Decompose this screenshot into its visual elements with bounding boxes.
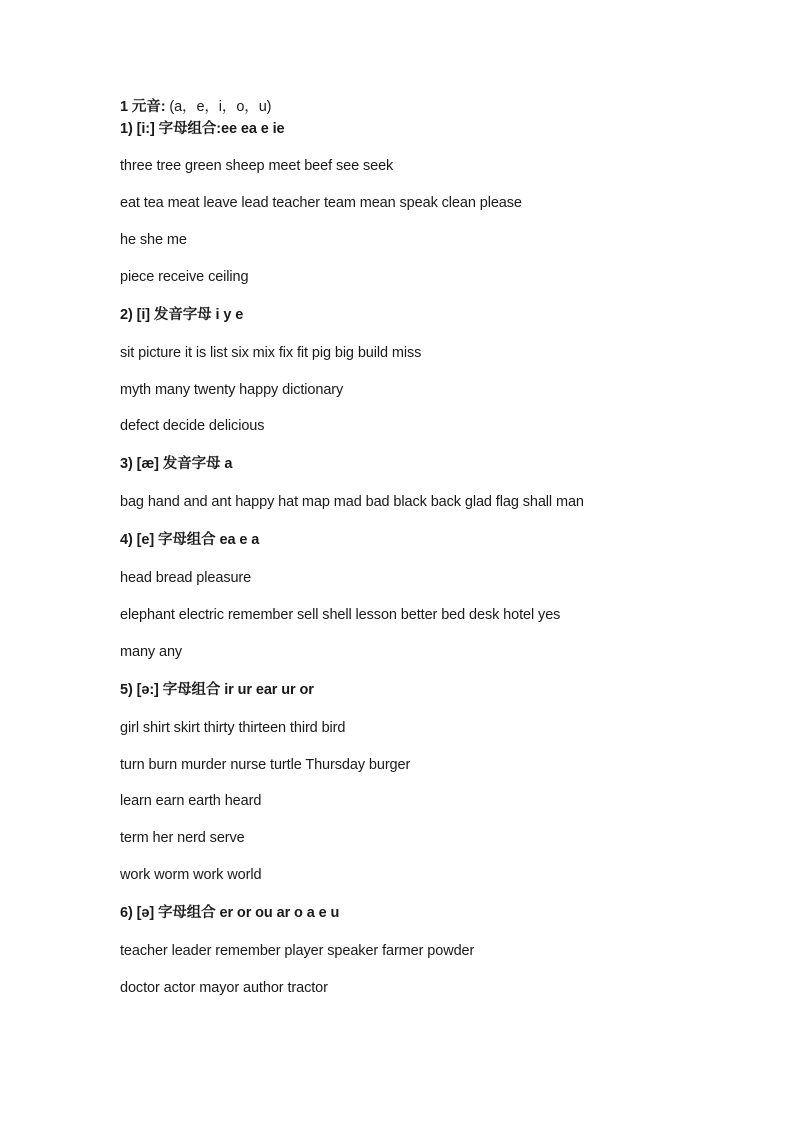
word-line: term her nerd serve	[120, 830, 245, 846]
section-heading-2: 2) [i] 发音字母 i y e	[120, 307, 244, 323]
word-line: doctor actor mayor author tractor	[120, 980, 328, 996]
word-line: elephant electric remember sell shell lesson better bed desk hotel yes	[120, 607, 561, 623]
document-title-vowels: (a，e，i，o，u)	[165, 99, 272, 115]
word-line: bag hand and ant happy hat map mad bad black back glad flag shall man	[120, 494, 584, 510]
word-line: many any	[120, 644, 183, 660]
section-heading-4: 4) [e] 字母组合 ea e a	[120, 532, 260, 548]
word-line: eat tea meat leave lead teacher team mean speak clean please	[120, 195, 522, 211]
section-heading-6: 6) [ə] 字母组合 er or ou ar o a e u	[120, 905, 340, 921]
word-line: myth many twenty happy dictionary	[120, 382, 344, 398]
word-line: teacher leader remember player speaker farmer powder	[120, 943, 475, 959]
document-title	[120, 98, 271, 116]
word-line: piece receive ceiling	[120, 269, 249, 285]
word-line: sit picture it is list six mix fix fit pig big build miss	[120, 345, 422, 361]
section-heading-5: 5) [ə:] 字母组合 ir ur ear ur or	[120, 682, 314, 698]
section-heading-3: 3) [æ] 发音字母 a	[120, 456, 233, 472]
word-line: work worm work world	[120, 867, 262, 883]
word-line: three tree green sheep meet beef see seek	[120, 158, 394, 174]
word-line: girl shirt skirt thirty thirteen third bird	[120, 720, 346, 736]
word-line: he she me	[120, 232, 187, 248]
document-title-lead: 1 元音:	[120, 99, 166, 115]
section-heading-1: 1) [i:] 字母组合:ee ea e ie	[120, 121, 285, 137]
word-line: turn burn murder nurse turtle Thursday burger	[120, 757, 411, 773]
word-line: defect decide delicious	[120, 418, 265, 434]
word-line: head bread pleasure	[120, 570, 252, 586]
word-line: learn earn earth heard	[120, 793, 262, 809]
